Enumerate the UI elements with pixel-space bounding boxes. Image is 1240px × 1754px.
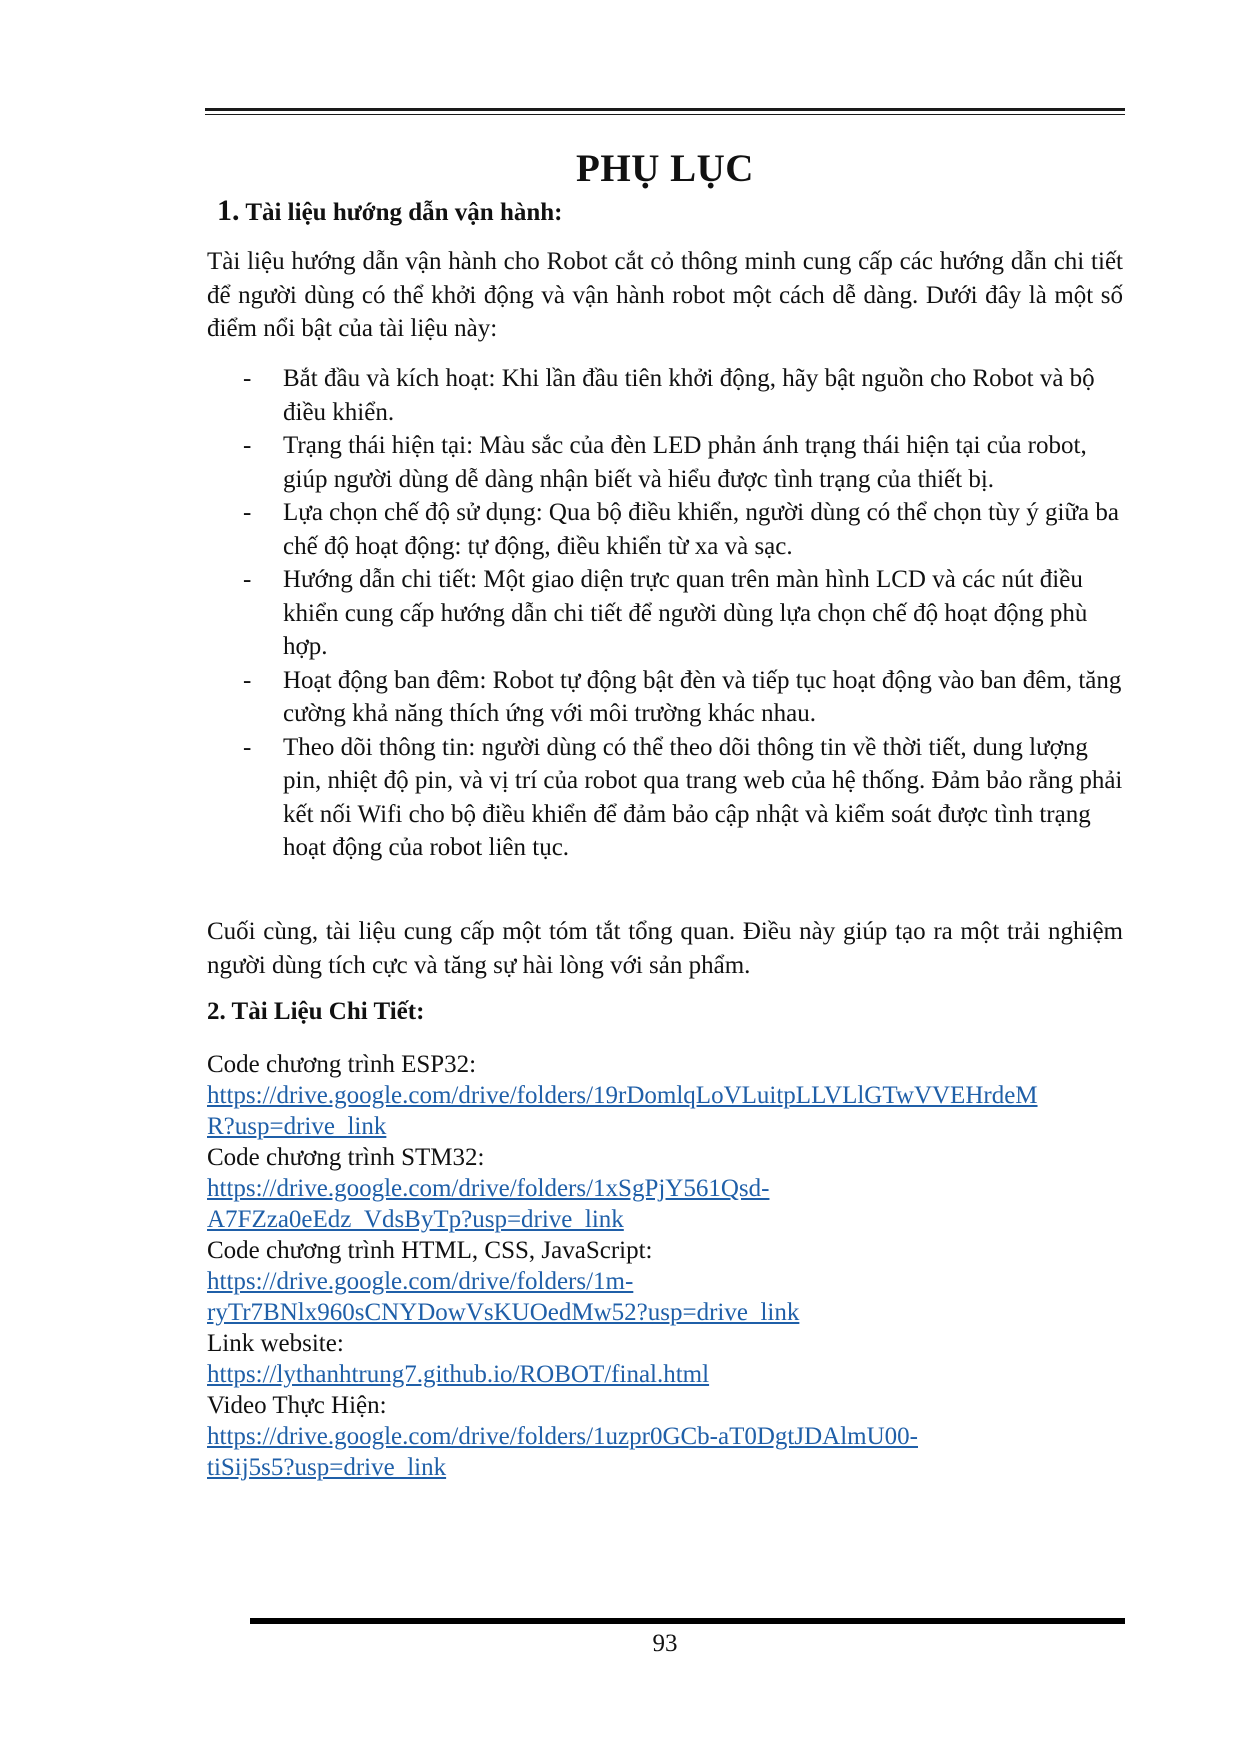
page-number: 93	[652, 1630, 678, 1657]
bullet-dash: -	[243, 365, 252, 392]
stm32-code-label: Code chương trình STM32:	[207, 1144, 485, 1171]
video-link-line1: https://drive.google.com/drive/folders/1uzpr0GCb-aT0DgtJDAlmU00-	[207, 1423, 918, 1450]
page-title: PHỤ LỤC	[576, 147, 754, 190]
resource-links	[207, 1049, 1127, 1483]
bullet-dash: -	[243, 432, 252, 459]
web-code-label: Code chương trình HTML, CSS, JavaScript:	[207, 1237, 653, 1264]
bullet-dash: -	[243, 566, 252, 593]
list-item	[243, 731, 1123, 865]
section-1-intro: Tài liệu hướng dẫn vận hành cho Robot cắt cỏ thông minh cung cấp các hướng dẫn chi tiết để người dùng có thể khởi động và vận hành robot một cách dễ dàng. Dưới đây là một số điểm nổi bật của tài liệu này:	[207, 248, 1123, 342]
esp32-code-label: Code chương trình ESP32:	[207, 1051, 477, 1078]
video-link-line2: tiSij5s5?usp=drive_link	[207, 1454, 447, 1481]
list-item-text: Lựa chọn chế độ sử dụng: Qua bộ điều khiển, người dùng có thể chọn tùy ý giữa ba chế độ hoạt động: tự động, điều khiển từ xa và sạc.	[283, 499, 1119, 560]
list-item-text: Hoạt động ban đêm: Robot tự động bật đèn và tiếp tục hoạt động vào ban đêm, tăng cường khả năng thích ứng với môi trường khác nhau.	[283, 666, 1122, 727]
section-1-heading-text: Tài liệu hướng dẫn vận hành:	[245, 199, 563, 226]
list-item	[243, 496, 1123, 563]
list-item-text: Hướng dẫn chi tiết: Một giao diện trực quan trên màn hình LCD và các nút điều khiển cung cấp hướng dẫn chi tiết để người dùng lựa chọn chế độ hoạt động phù hợp.	[283, 566, 1088, 660]
stm32-code-link[interactable]	[207, 1173, 1127, 1235]
section-2-heading: 2. Tài Liệu Chi Tiết:	[207, 998, 425, 1025]
bullet-dash: -	[243, 666, 252, 694]
bullet-dash: -	[243, 733, 252, 761]
esp32-code-link[interactable]	[207, 1080, 1127, 1142]
feature-list	[243, 362, 1123, 865]
section-1-summary: Cuối cùng, tài liệu cung cấp một tóm tắt tổng quan. Điều này giúp tạo ra một trải nghiệm người dùng tích cực và tăng sự hài lòng với sản phẩm.	[207, 918, 1123, 979]
esp32-code-link-line1: https://drive.google.com/drive/folders/19rDomlqLoVLuitpLLVLlGTwVVEHrdeM	[207, 1082, 1038, 1109]
website-label: Link website:	[207, 1330, 344, 1357]
web-code-link[interactable]	[207, 1266, 1127, 1328]
video-label: Video Thực Hiện:	[207, 1392, 387, 1419]
web-code-link-line1: https://drive.google.com/drive/folders/1m-	[207, 1268, 634, 1295]
web-code-link-line2: ryTr7BNlx960sCNYDowVsKUOedMw52?usp=drive_link	[207, 1299, 800, 1326]
list-item-text: Theo dõi thông tin: người dùng có thể theo dõi thông tin về thời tiết, dung lượng pin, nhiệt độ pin, và vị trí của robot qua trang web của hệ thống. Đảm bảo rằng phải kết nối Wifi cho bộ điều khiển để đảm bảo cập nhật và kiểm soát được tình trạng hoạt động của robot liên tục.	[283, 733, 1123, 861]
video-link[interactable]	[207, 1421, 1127, 1483]
website-link-line1: https://lythanhtrung7.github.io/ROBOT/final.html	[207, 1361, 710, 1388]
section-1-number: 1.	[217, 194, 240, 227]
header-double-rule	[205, 108, 1125, 115]
stm32-code-link-line2: A7FZza0eEdz_VdsByTp?usp=drive_link	[207, 1206, 624, 1233]
list-item-text: Trạng thái hiện tại: Màu sắc của đèn LED phản ánh trạng thái hiện tại của robot, giúp người dùng dễ dàng nhận biết và hiểu được tình trạng của thiết bị.	[283, 432, 1087, 493]
bullet-dash: -	[243, 499, 252, 526]
section-1-heading	[217, 194, 562, 228]
website-link[interactable]	[207, 1359, 1127, 1390]
list-item	[243, 664, 1123, 731]
footer-rule	[250, 1618, 1125, 1624]
list-item-text: Bắt đầu và kích hoạt: Khi lần đầu tiên khởi động, hãy bật nguồn cho Robot và bộ điều khiển.	[283, 365, 1095, 426]
stm32-code-link-line1: https://drive.google.com/drive/folders/1xSgPjY561Qsd-	[207, 1175, 770, 1202]
esp32-code-link-line2: R?usp=drive_link	[207, 1113, 387, 1140]
list-item	[243, 429, 1123, 496]
list-item	[243, 362, 1123, 429]
list-item	[243, 563, 1123, 664]
